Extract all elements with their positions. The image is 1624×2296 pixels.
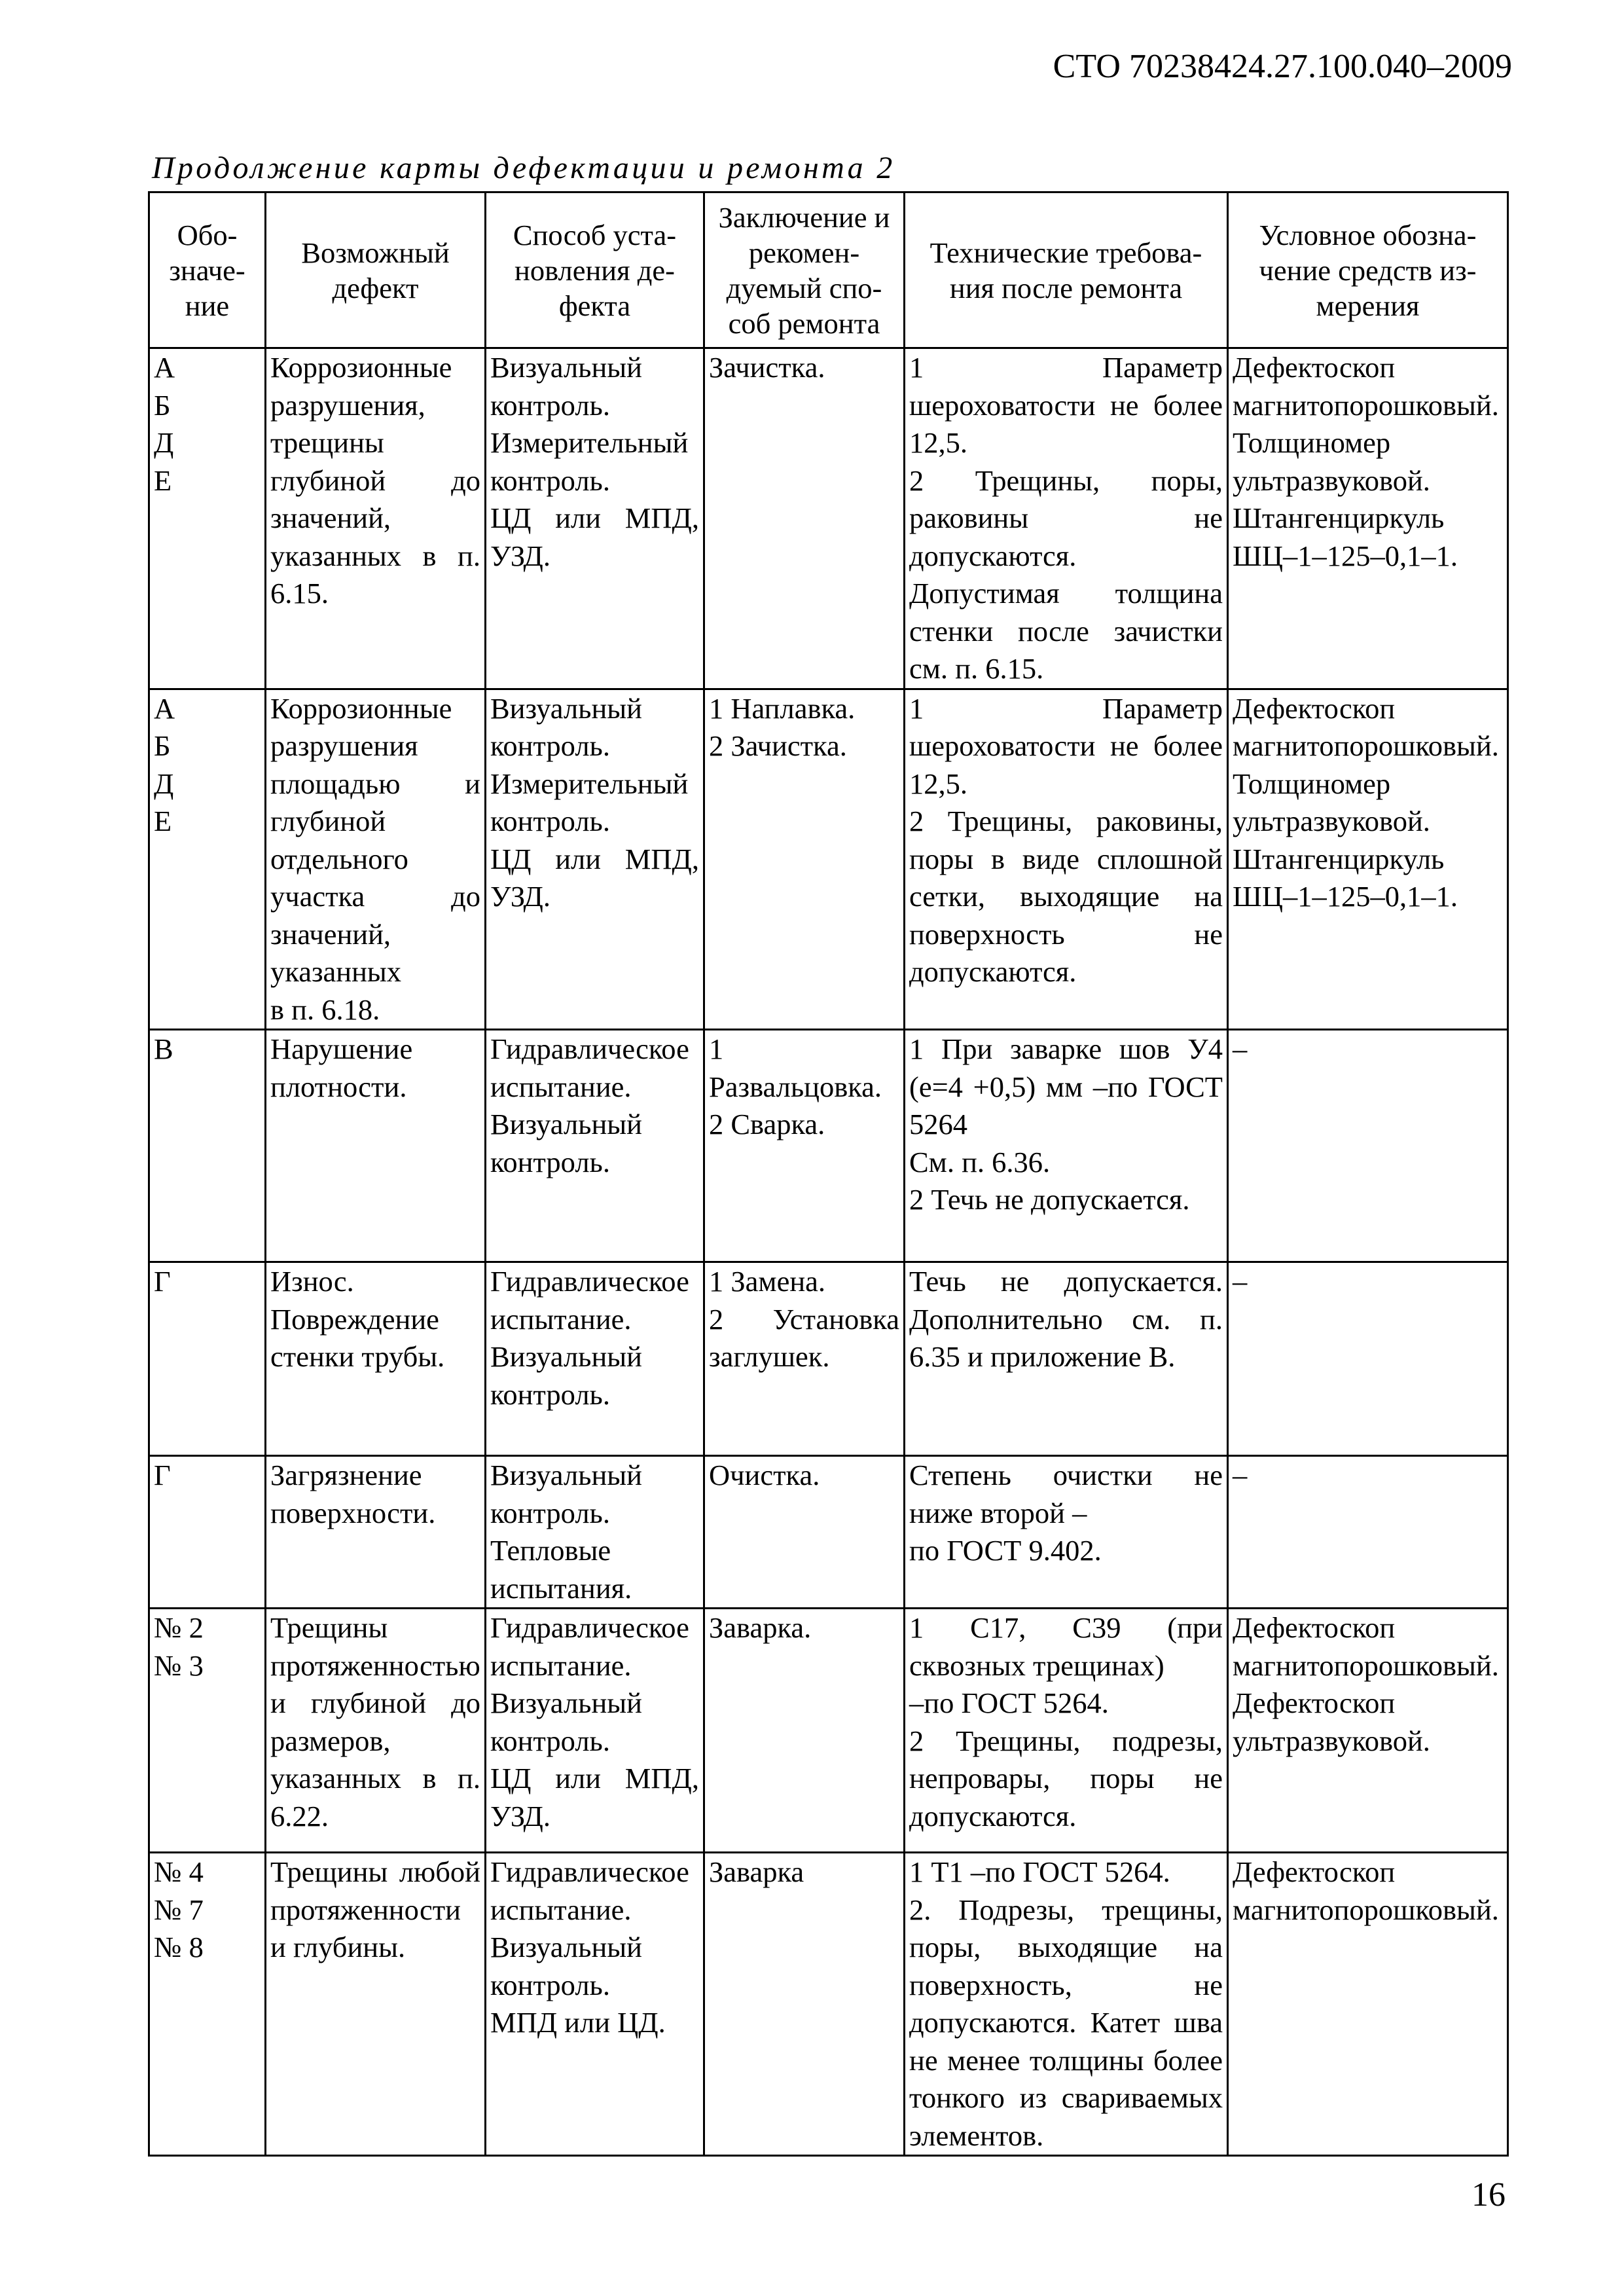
cell-repair	[704, 689, 905, 1030]
cell-text: 2 Трещины, поры, раковины не допускаются. Допустимая толщина стенки после зачистки см. п. 6.15.	[909, 464, 1223, 685]
cell-text: –	[1233, 1459, 1248, 1491]
table-row	[149, 1262, 1508, 1456]
cell-text: ЦД или МПД, УЗД.	[490, 1762, 699, 1832]
cell-repair	[704, 348, 905, 689]
cell-text: 1 Т1 –по ГОСТ 5264.	[909, 1855, 1170, 1888]
cell-text: Коррозионные разрушения, трещины глубиной до значений, указанных в п. 6.15.	[270, 351, 480, 610]
cell-text: Заварка.	[709, 1611, 812, 1644]
column-header-method: Способ уста-новления де-фекта	[486, 192, 704, 348]
cell-text: Очистка.	[709, 1459, 820, 1491]
cell-text: № 4	[154, 1855, 204, 1888]
cell-text: 1 Параметр шероховатости не более 12,5.	[909, 691, 1223, 800]
table-body	[149, 348, 1508, 2156]
cell-method	[486, 1262, 704, 1456]
cell-text: Толщиномер ультразвуковой.	[1233, 767, 1430, 837]
cell-text: Тепловые испытания.	[490, 1534, 632, 1605]
cell-designation	[149, 1030, 266, 1262]
table-row	[149, 1030, 1508, 1262]
cell-text: Коррозионные разрушения площадью и глубиной отдельного участка до значений, указанных	[270, 691, 480, 988]
cell-text: А	[154, 691, 175, 725]
cell-text: № 8	[154, 1931, 204, 1963]
cell-text: Нарушение плотности.	[270, 1032, 413, 1103]
cell-text: Дефектоскоп магнитопорошковый.	[1233, 1611, 1499, 1682]
cell-requirements	[905, 1030, 1228, 1262]
cell-instruments	[1228, 1853, 1508, 2156]
cell-text: 2 Сварка.	[709, 1108, 825, 1140]
cell-text: Д	[154, 767, 174, 800]
cell-requirements	[905, 1609, 1228, 1853]
cell-requirements	[905, 1262, 1228, 1456]
cell-text: Б	[154, 729, 171, 762]
column-header-repair: Заключение и рекомен-дуемый спо-соб ремонта	[704, 192, 905, 348]
cell-text: –	[1233, 1032, 1248, 1065]
page-number: 16	[1471, 2176, 1506, 2214]
cell-defect	[266, 689, 486, 1030]
cell-text: Визуальный контроль.	[490, 1340, 642, 1411]
cell-text: в п. 6.18.	[270, 993, 380, 1026]
table-row	[149, 348, 1508, 689]
cell-instruments	[1228, 1609, 1508, 1853]
cell-text: Штангенциркуль ШЦ–1–125–0,1–1.	[1233, 842, 1458, 913]
cell-designation	[149, 689, 266, 1030]
cell-repair	[704, 1609, 905, 1853]
cell-text: по ГОСТ 9.402.	[909, 1534, 1102, 1567]
cell-instruments	[1228, 1262, 1508, 1456]
cell-text: Гидравлическое испытание.	[490, 1032, 689, 1103]
cell-text: № 3	[154, 1649, 204, 1682]
cell-text: Измерительный контроль.	[490, 767, 689, 837]
cell-text: Визуальный контроль.	[490, 1686, 642, 1757]
cell-text: Гидравлическое испытание.	[490, 1855, 689, 1926]
cell-text: 2. Подрезы, трещины, поры, выходящие на поверхность, не допускаются. Катет шва не менее толщины более тонкого из свариваемых элементов.	[909, 1893, 1223, 2152]
cell-defect	[266, 1262, 486, 1456]
cell-text: Д	[154, 426, 174, 459]
cell-requirements	[905, 1456, 1228, 1609]
cell-defect	[266, 1609, 486, 1853]
cell-text: № 7	[154, 1893, 204, 1926]
cell-text: Е	[154, 805, 172, 837]
cell-text: 2 Установка заглушек.	[709, 1302, 899, 1373]
cell-text: 2 Течь не допускается.	[909, 1183, 1190, 1216]
cell-text: МПД или ЦД.	[490, 2006, 666, 2039]
cell-repair	[704, 1262, 905, 1456]
cell-text: 1 Развальцовка.	[709, 1032, 882, 1103]
cell-text: Течь не допускается. Дополнительно см. п. 6.35 и приложение В.	[909, 1265, 1223, 1373]
cell-text: 2 Зачистка.	[709, 729, 847, 762]
table-caption: Продолжение карты дефектации и ремонта 2	[152, 151, 895, 185]
cell-repair	[704, 1030, 905, 1262]
cell-text: Дефектоскоп ультразвуковой.	[1233, 1686, 1430, 1757]
cell-text: Штангенциркуль ШЦ–1–125–0,1–1.	[1233, 501, 1458, 572]
cell-text: Гидравлическое испытание.	[490, 1265, 689, 1336]
cell-text: Трещины любой протяженности и глубины.	[270, 1855, 480, 1963]
cell-text: 1 Параметр шероховатости не более 12,5.	[909, 351, 1223, 459]
cell-method	[486, 1030, 704, 1262]
cell-text: 1 При заварке шов У4 (е=4 +0,5) мм –по ГОСТ 5264	[909, 1032, 1223, 1140]
cell-requirements	[905, 689, 1228, 1030]
cell-text: Г	[154, 1265, 171, 1298]
cell-text: 2 Трещины, раковины, поры в виде сплошной сетки, выходящие на поверхность не допускаются.	[909, 805, 1223, 988]
cell-designation	[149, 348, 266, 689]
cell-text: Визуальный контроль.	[490, 1931, 642, 2001]
cell-text: Степень очистки не ниже второй –	[909, 1459, 1223, 1529]
cell-text: Г	[154, 1459, 171, 1491]
column-header-defect: Возможный дефект	[266, 192, 486, 348]
cell-text: Заварка	[709, 1855, 804, 1888]
cell-text: Визуальный контроль.	[490, 691, 642, 762]
cell-repair	[704, 1456, 905, 1609]
cell-text: № 2	[154, 1611, 204, 1644]
table-header-row	[149, 192, 1508, 348]
cell-text: Зачистка.	[709, 351, 825, 384]
cell-text: 1 С17, С39 (при сквозных трещинах)	[909, 1611, 1223, 1682]
cell-requirements	[905, 1853, 1228, 2156]
cell-instruments	[1228, 689, 1508, 1030]
cell-text: Визуальный контроль.	[490, 1108, 642, 1178]
cell-defect	[266, 1030, 486, 1262]
cell-method	[486, 689, 704, 1030]
cell-method	[486, 1456, 704, 1609]
column-header-designation: Обо-значе-ние	[149, 192, 266, 348]
cell-text: См. п. 6.36.	[909, 1145, 1051, 1178]
table-row	[149, 689, 1508, 1030]
cell-defect	[266, 348, 486, 689]
cell-text: В	[154, 1032, 173, 1065]
cell-text: –по ГОСТ 5264.	[909, 1686, 1109, 1719]
cell-designation	[149, 1609, 266, 1853]
cell-text: Визуальный контроль.	[490, 1459, 642, 1529]
table-row	[149, 1456, 1508, 1609]
cell-text: Б	[154, 388, 171, 422]
column-header-instruments: Условное обозна-чение средств из-мерения	[1228, 192, 1508, 348]
cell-text: 2 Трещины, подрезы, непровары, поры не допускаются.	[909, 1724, 1223, 1832]
defect-repair-table	[148, 191, 1509, 2157]
cell-text: А	[154, 351, 175, 384]
cell-method	[486, 1609, 704, 1853]
cell-text: 1 Замена.	[709, 1265, 826, 1298]
cell-text: Дефектоскоп магнитопорошковый.	[1233, 351, 1499, 422]
cell-requirements	[905, 348, 1228, 689]
cell-instruments	[1228, 1456, 1508, 1609]
table-row	[149, 1609, 1508, 1853]
cell-text: Гидравлическое испытание.	[490, 1611, 689, 1682]
cell-text: ЦД или МПД, УЗД.	[490, 842, 699, 913]
cell-repair	[704, 1853, 905, 2156]
column-header-requirements: Технические требова-ния после ремонта	[905, 192, 1228, 348]
cell-designation	[149, 1456, 266, 1609]
cell-text: Визуальный контроль.	[490, 351, 642, 422]
cell-text: Толщиномер ультразвуковой.	[1233, 426, 1430, 497]
cell-method	[486, 1853, 704, 2156]
cell-text: Дефектоскоп магнитопорошковый.	[1233, 1855, 1499, 1926]
cell-defect	[266, 1456, 486, 1609]
cell-designation	[149, 1262, 266, 1456]
cell-text: –	[1233, 1265, 1248, 1298]
cell-designation	[149, 1853, 266, 2156]
cell-text: 1 Наплавка.	[709, 691, 856, 725]
cell-instruments	[1228, 1030, 1508, 1262]
cell-text: Измерительный контроль.	[490, 426, 689, 497]
cell-defect	[266, 1853, 486, 2156]
cell-text: Загрязнение поверхности.	[270, 1459, 436, 1529]
document-code: СТО 70238424.27.100.040–2009	[1053, 48, 1512, 85]
table-row	[149, 1853, 1508, 2156]
cell-method	[486, 348, 704, 689]
cell-text: Дефектоскоп магнитопорошковый.	[1233, 691, 1499, 762]
cell-text: Е	[154, 464, 172, 497]
cell-text: Трещины протяженностью и глубиной до размеров, указанных в п. 6.22.	[270, 1611, 480, 1832]
cell-text: Износ.	[270, 1265, 354, 1298]
cell-text: ЦД или МПД, УЗД.	[490, 501, 699, 572]
cell-text: Повреждение стенки трубы.	[270, 1302, 445, 1373]
cell-instruments	[1228, 348, 1508, 689]
